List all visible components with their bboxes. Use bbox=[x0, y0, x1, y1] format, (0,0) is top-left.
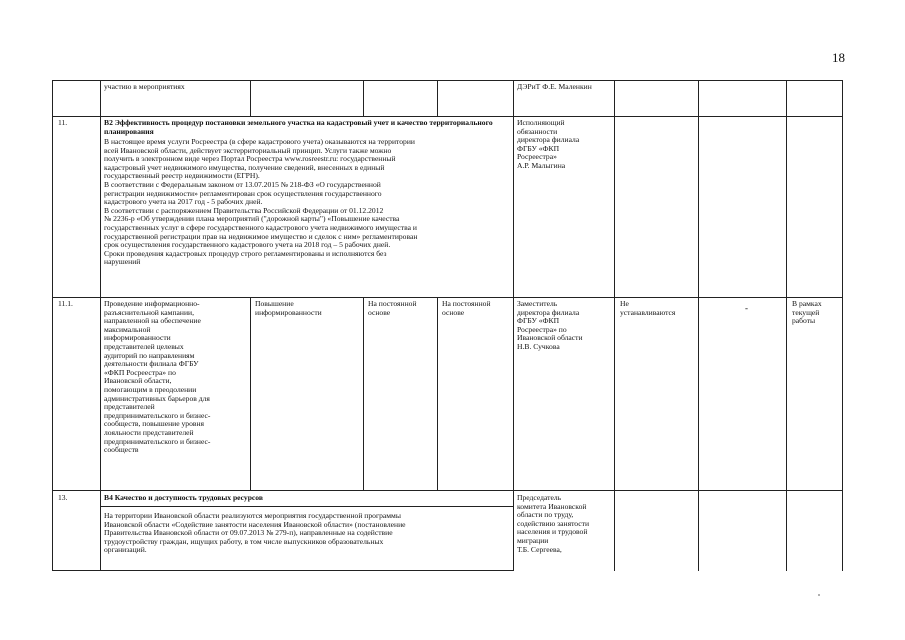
responsible-line: Исполняющий bbox=[517, 118, 565, 127]
event-line: предпринимательского и бизнес- bbox=[104, 410, 211, 420]
event-line: Ивановской области, bbox=[104, 376, 172, 386]
responsible-line: Росреестра» bbox=[517, 152, 557, 162]
row-11-responsible bbox=[517, 119, 612, 171]
col-divider bbox=[52, 80, 53, 571]
row-11-body bbox=[104, 138, 509, 267]
body-line: трудоустройству граждан, ищущих работу, в том числе выпускников образовательных bbox=[104, 536, 384, 546]
row-11-heading: В2 Эффективность процедур постановки земельного участка на кадастровый учет и качество территориального планирования bbox=[104, 118, 493, 136]
row-divider bbox=[52, 80, 842, 81]
row-11-1-event bbox=[104, 300, 249, 455]
body-line: регистрации недвижимости» регламентирован срок осуществления государственного bbox=[104, 188, 382, 198]
row-11-1-value: - bbox=[745, 303, 748, 313]
row-divider bbox=[52, 116, 842, 117]
event-line: разъяснительной кампании, bbox=[104, 307, 194, 317]
body-line: всей Ивановской области, действует экстерриториальный принцип. Услуги также можно bbox=[104, 145, 392, 155]
row-13-body bbox=[104, 512, 509, 555]
body-line: организаций. bbox=[104, 545, 147, 555]
funding-line: работы bbox=[792, 316, 816, 326]
event-line: «ФКП Росреестра» по bbox=[104, 367, 176, 377]
event-line: максимальной bbox=[104, 324, 151, 334]
col-divider bbox=[437, 297, 438, 490]
goal-line: информированности bbox=[255, 307, 322, 317]
responsible-line: населения и трудовой bbox=[517, 527, 588, 537]
responsible-line: миграции bbox=[517, 535, 549, 545]
row-11-number: 11. bbox=[58, 118, 68, 127]
row-11-1-end bbox=[442, 300, 512, 317]
col-divider bbox=[100, 80, 101, 571]
responsible-line: Т.Б. Сергеева, bbox=[517, 544, 562, 554]
col-divider bbox=[842, 80, 843, 571]
end-line: основе bbox=[442, 307, 465, 317]
row-11-1-indicator bbox=[620, 300, 696, 317]
row-13-heading: В4 Качество и доступность трудовых ресурсов bbox=[104, 493, 264, 502]
start-line: основе bbox=[368, 307, 391, 317]
event-line: лояльности представителей bbox=[104, 427, 194, 437]
responsible-line: обязанности bbox=[517, 126, 558, 136]
top-row-event-text: участию в мероприятиях bbox=[104, 82, 185, 91]
funding-line: В рамках bbox=[792, 299, 822, 308]
event-line: сообществ bbox=[104, 445, 139, 455]
row-divider bbox=[52, 570, 100, 571]
event-line: деятельности филиала ФГБУ bbox=[104, 359, 199, 369]
event-line: сообществ, повышение уровня bbox=[104, 419, 205, 429]
responsible-line: области по труду, bbox=[517, 510, 574, 520]
scan-speck bbox=[818, 594, 820, 596]
body-line: № 2236-р «Об утверждении плана мероприятий ("дорожной карты") «Повышение качества bbox=[104, 214, 400, 224]
event-line: Проведение информационно- bbox=[104, 299, 200, 308]
col-divider bbox=[437, 80, 438, 116]
responsible-line: Заместитель bbox=[517, 299, 558, 308]
body-line: В соответствии с распоряжением Правительства Российской Федерации от 01.12.2012 bbox=[104, 205, 384, 215]
col-divider bbox=[250, 297, 251, 490]
body-line: получить в электронном виде через Портал Росреестра www.rosreestr.ru: государственный bbox=[104, 154, 396, 164]
col-divider bbox=[363, 80, 364, 116]
body-line: На территории Ивановской области реализуются мероприятия государственной программы bbox=[104, 511, 401, 520]
event-line: информированности bbox=[104, 333, 171, 343]
event-line: представителей bbox=[104, 402, 155, 412]
body-line: срок осуществления государственного кадастрового учета на 2018 год – 5 рабочих дней. bbox=[104, 240, 391, 250]
row-11-1-start bbox=[368, 300, 436, 317]
col-divider bbox=[786, 80, 787, 571]
row-divider bbox=[100, 570, 514, 571]
responsible-line: Н.В. Сучкова bbox=[517, 341, 560, 351]
col-divider bbox=[614, 80, 615, 571]
responsible-line: содействию занятости bbox=[517, 518, 590, 528]
body-line: кадастровый учет недвижимого имущества, получение сведений, внесенных в единый bbox=[104, 162, 385, 172]
funding-line: текущей bbox=[792, 307, 820, 317]
responsible-line: ФГБУ «ФКП bbox=[517, 143, 560, 153]
event-line: направленной на обеспечение bbox=[104, 316, 201, 326]
responsible-line: комитета Ивановской bbox=[517, 501, 587, 511]
responsible-line: Росреестра» по bbox=[517, 324, 567, 334]
col-divider bbox=[698, 80, 699, 571]
event-line: административных барьеров для bbox=[104, 393, 210, 403]
body-line: В настоящее время услуги Росреестра (в сфере кадастрового учета) оказываются на территории bbox=[104, 137, 415, 146]
row-divider bbox=[52, 297, 842, 298]
event-line: помогающим в преодолении bbox=[104, 384, 197, 394]
body-line: кадастрового учета на 2017 год - 5 рабочих дней. bbox=[104, 197, 263, 207]
responsible-line: Ивановской области bbox=[517, 333, 583, 343]
row-11-1-goal bbox=[255, 300, 360, 317]
body-line: нарушений bbox=[104, 257, 141, 267]
row-divider bbox=[100, 506, 514, 507]
event-line: предпринимательского и бизнес- bbox=[104, 436, 211, 446]
end-line: На постоянной bbox=[442, 299, 491, 308]
page-number: 18 bbox=[832, 50, 845, 65]
row-11-1-funding bbox=[792, 300, 840, 326]
responsible-line: А.Р. Малыгина bbox=[517, 160, 566, 170]
col-divider bbox=[513, 80, 514, 571]
col-divider bbox=[250, 80, 251, 116]
body-line: государственный реестр недвижимости (ЕГРН). bbox=[104, 171, 260, 181]
indicator-line: Не bbox=[620, 299, 629, 308]
row-13-responsible bbox=[517, 494, 612, 554]
responsible-line: Председатель bbox=[517, 493, 562, 502]
indicator-line: устанавливаются bbox=[620, 307, 676, 317]
body-line: В соответствии с Федеральным законом от 13.07.2015 № 218-ФЗ «О государственной bbox=[104, 179, 381, 189]
body-line: Правительства Ивановской области от 09.07.2013 № 279-п), направленные на содействие bbox=[104, 528, 393, 538]
row-13-number: 13. bbox=[58, 493, 68, 502]
responsible-line: ФГБУ «ФКП bbox=[517, 316, 560, 326]
top-row-responsible: ДЭРиТ Ф.Е. Маленкин bbox=[517, 82, 592, 91]
event-line: аудиторий по направлениям bbox=[104, 350, 195, 360]
col-divider bbox=[363, 297, 364, 490]
row-11-1-responsible bbox=[517, 300, 612, 352]
responsible-line: директора филиала bbox=[517, 307, 580, 317]
body-line: государственной регистрации прав на недвижимое имущество и сделок с ним» регламентирован bbox=[104, 231, 418, 241]
body-line: Сроки проведения кадастровых процедур строго регламентированы и исполняются без bbox=[104, 248, 387, 258]
row-11-1-number: 11.1. bbox=[58, 299, 73, 308]
goal-line: Повышение bbox=[255, 299, 294, 308]
event-line: представителей целевых bbox=[104, 341, 184, 351]
responsible-line: директора филиала bbox=[517, 135, 580, 145]
row-divider bbox=[52, 490, 842, 491]
start-line: На постоянной bbox=[368, 299, 417, 308]
body-line: Ивановской области «Содействие занятости населения Ивановской области» (постановление bbox=[104, 519, 406, 529]
body-line: государственных услуг в сфере государственного кадастрового учета недвижимого имущества и bbox=[104, 222, 417, 232]
